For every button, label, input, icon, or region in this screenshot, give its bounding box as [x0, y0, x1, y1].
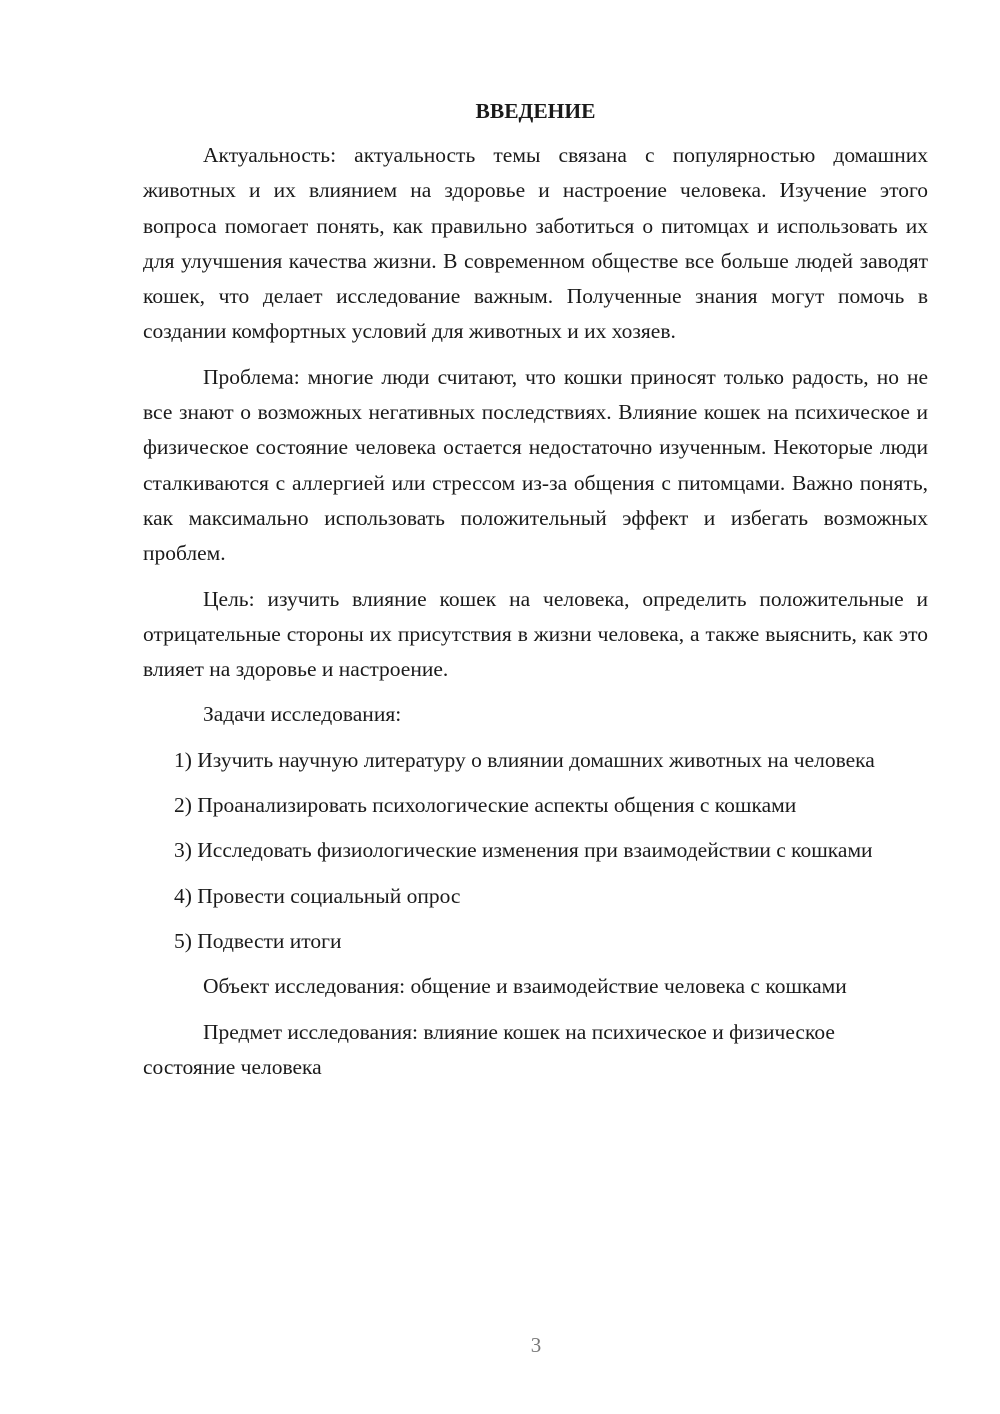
section-title: ВВЕДЕНИЕ [475, 99, 596, 123]
paragraph-object: Объект исследования: общение и взаимодействие человека с кошками [203, 974, 847, 999]
tasks-heading: Задачи исследования: [203, 702, 402, 727]
task-item-3: 3) Исследовать физиологические изменения при взаимодействии с кошками [174, 838, 873, 863]
paragraph-goal: Цель: изучить влияние кошек на человека, определить положительные и отрицательные стороны их присутствия в жизни человека, а также выяснить, как это влияет на здоровье и настроение. [143, 586, 928, 682]
task-item-4: 4) Провести социальный опрос [174, 883, 461, 908]
task-item-2: 2) Проанализировать психологические аспекты общения с кошками [174, 793, 797, 818]
paragraph-relevance: Актуальность: актуальность темы связана с популярностью домашних животных и их влиянием на здоровье и настроение человека. Изучение этого вопроса помогает понять, как правильно заботиться о питомцах и использовать их для улучшения качества жизни. В современном обществе все больше людей заводят кошек, что делает исследование важным. Полученные знания могут помочь в создании комфортных условий для животных и их хозяев. [143, 143, 928, 344]
task-item-1: 1) Изучить научную литературу о влиянии домашних животных на человека [174, 747, 875, 772]
paragraph-subject: Предмет исследования: влияние кошек на психическое и физическое состояние человека [143, 1019, 835, 1079]
paragraph-problem: Проблема: многие люди считают, что кошки приносят только радость, но не все знают о возможных негативных последствиях. Влияние кошек на психическое и физическое состояние человека остается недостаточно изученным. Некоторые люди сталкиваются с аллергией или стрессом из-за общения с питомцами. Важно понять, как максимально использовать положительный эффект и избегать возможных проблем. [143, 364, 928, 566]
task-item-5: 5) Подвести итоги [174, 928, 342, 953]
document-page [143, 96, 928, 1095]
page-number: 3 [530, 1333, 542, 1357]
